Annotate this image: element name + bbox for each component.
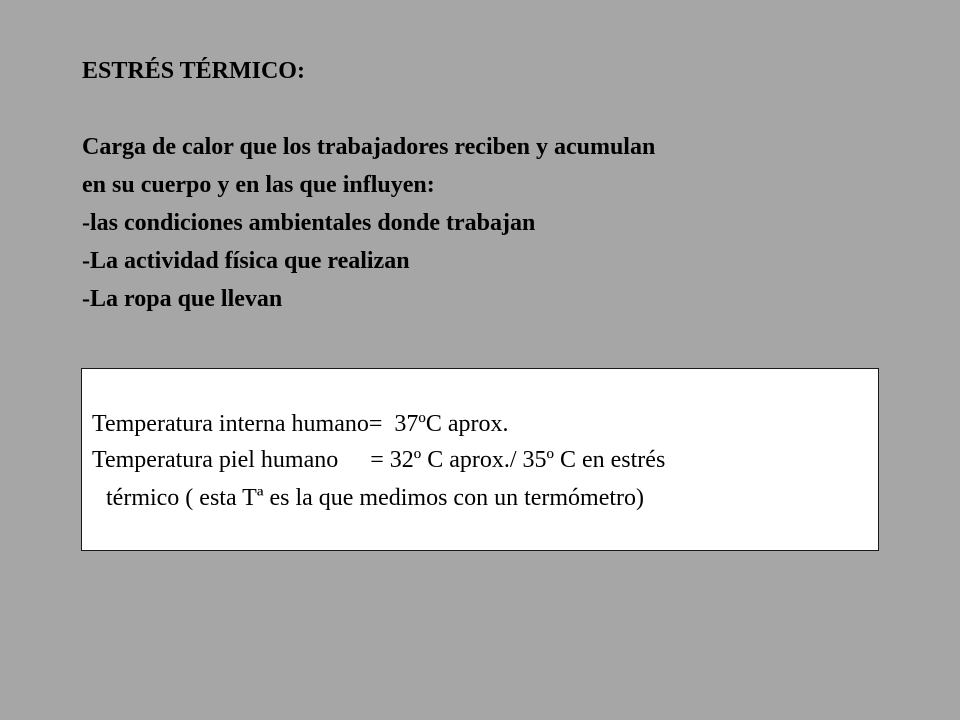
factor-item-environment: -las condiciones ambientales donde trabajan xyxy=(82,210,536,236)
definition-line-1: Carga de calor que los trabajadores reciben y acumulan xyxy=(82,134,656,160)
temperature-info-box xyxy=(81,368,879,551)
skin-temperature-row xyxy=(92,445,665,475)
skin-temperature-value: = 32º C aprox./ 35º C en estrés xyxy=(370,447,666,473)
definition-line-2: en su cuerpo y en las que influyen: xyxy=(82,172,435,198)
spacer xyxy=(82,90,902,128)
heading-block xyxy=(82,52,902,318)
factor-item-clothing: -La ropa que llevan xyxy=(82,286,283,312)
skin-temperature-note: térmico ( esta Tª es la que medimos con un termómetro) xyxy=(106,485,645,511)
factor-item-activity: -La actividad física que realizan xyxy=(82,248,410,274)
skin-temperature-label: Temperatura piel humano xyxy=(92,447,339,473)
internal-temperature-value: 37ºC aprox. xyxy=(394,411,509,437)
page-title: ESTRÉS TÉRMICO: xyxy=(82,58,305,84)
internal-temperature-row xyxy=(92,409,509,439)
internal-temperature-label: Temperatura interna humano= xyxy=(92,411,383,437)
